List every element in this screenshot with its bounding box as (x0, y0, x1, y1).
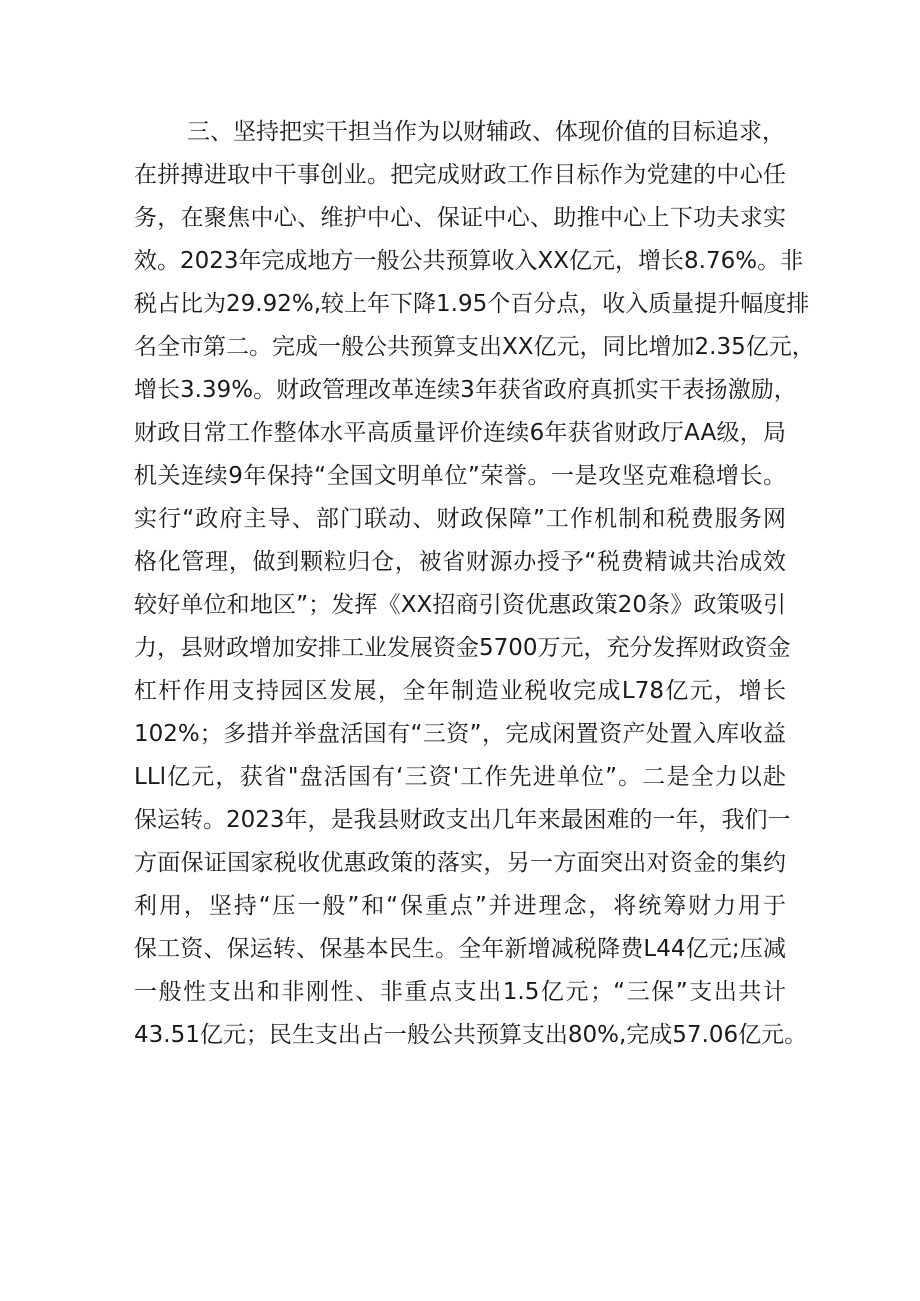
paragraph-line-11: 格化管理，做到颗粒归仓，被省财源办授予“税费精诚共治成效 (134, 549, 786, 575)
paragraph-line-4: 效。2023年完成地方一般公共预算收入XX亿元，增长8.76%。非 (134, 248, 804, 274)
paragraph-line-15: 102%；多措并举盘活国有“三资”，完成闲置资产处置入库收益 (134, 721, 786, 747)
paragraph-line-16: LLl亿元，获省"盘活国有‘三资'工作先进单位”。二是全力以赴 (134, 764, 786, 790)
paragraph-line-9: 机关连续9年保持“全国文明单位”荣誉。一是攻坚克难稳增长。 (134, 463, 786, 489)
paragraph-line-6: 名全市第二。完成一般公共预算支出XX亿元，同比增加2.35亿元， (134, 334, 815, 360)
paragraph-line-7: 增长3.39%。财政管理改革连续3年获省政府真抓实干表扬激励， (134, 377, 797, 403)
paragraph-line-8: 财政日常工作整体水平高质量评价连续6年获省财政厅AA级，局 (134, 420, 786, 446)
paragraph-line-5: 税占比为29.92%,较上年下降1.95个百分点，收入质量提升幅度排 (134, 291, 810, 317)
paragraph-line-1: 三、坚持把实干担当作为以财辅政、体现价值的目标追求， (187, 119, 785, 145)
paragraph-line-14: 杠杆作用支持园区发展，全年制造业税收完成L78亿元，增长 (134, 678, 786, 704)
paragraph-line-19: 利用，坚持“压一般”和“保重点”并进理念，将统筹财力用于 (134, 893, 786, 919)
paragraph-line-18: 方面保证国家税收优惠政策的落实，另一方面突出对资金的集约 (134, 850, 786, 876)
paragraph-line-22: 43.51亿元；民生支出占一般公共预算支出80%,完成57.06亿元。 (134, 1022, 808, 1048)
paragraph-line-12: 较好单位和地区”；发挥《XX招商引资优惠政策20条》政策吸引 (134, 592, 786, 618)
paragraph-line-2: 在拼搏进取中干事创业。把完成财政工作目标作为党建的中心任 (134, 162, 786, 188)
paragraph-line-17: 保运转。2023年，是我县财政支出几年来最困难的一年，我们一 (134, 807, 791, 833)
paragraph-line-21: 一般性支出和非刚性、非重点支出1.5亿元；“三保”支出共计 (134, 979, 786, 1005)
paragraph-line-3: 务，在聚焦中心、维护中心、保证中心、助推中心上下功夫求实 (134, 205, 786, 231)
paragraph-line-10: 实行“政府主导、部门联动、财政保障”工作机制和税费服务网 (134, 506, 786, 532)
paragraph-line-20: 保工资、保运转、保基本民生。全年新增减税降费L44亿元;压减 (134, 936, 786, 962)
paragraph-line-13: 力，县财政增加安排工业发展资金5700万元，充分发挥财政资金 (134, 635, 791, 661)
